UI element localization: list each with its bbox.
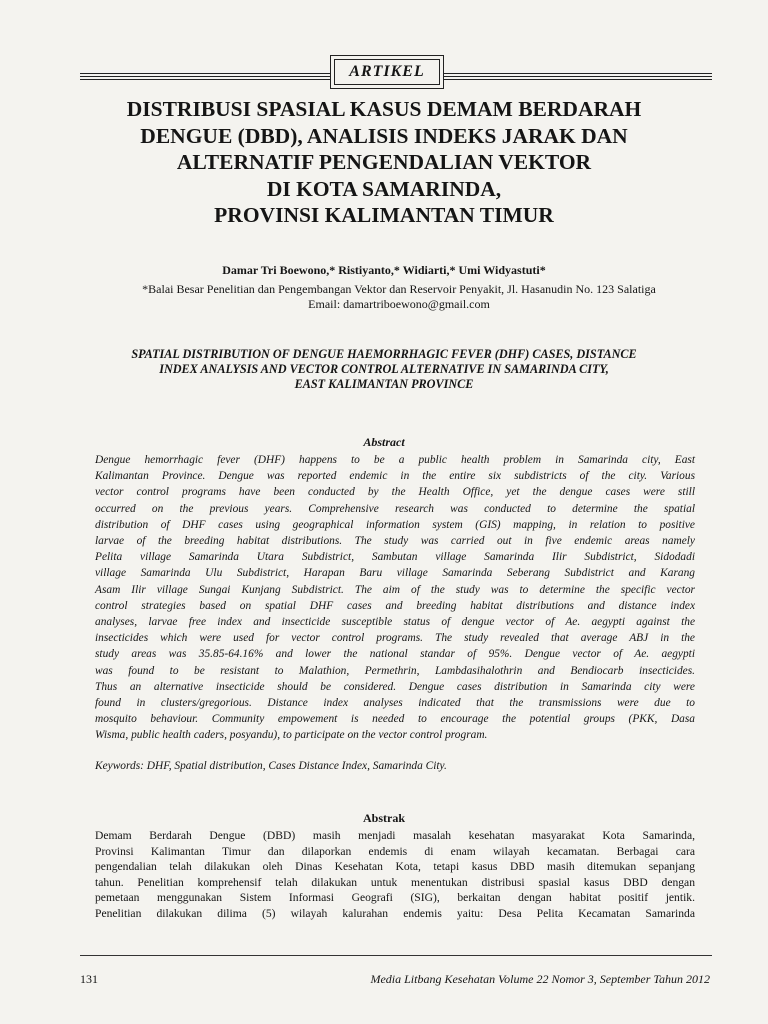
title-line: DISTRIBUSI SPASIAL KASUS DEMAM BERDARAH: [126, 97, 642, 121]
title-line: ALTERNATIF PENGENDALIAN VEKTOR: [176, 150, 592, 174]
abstract-line: Kalimantan Province. Dengue was reported endemic in the entire six subdistricts of the city. Various: [95, 470, 695, 483]
article-title: [90, 96, 678, 229]
keywords: Keywords: DHF, Spatial distribution, Cases Distance Index, Samarinda City.: [95, 760, 447, 772]
abstrak-line: Provinsi Kalimantan Timur dan dilaporkan endemis di enam wilayah kecamatan. Berbagai cara: [95, 844, 695, 858]
abstrak-line: Penelitian dilakukan dilima (5) wilayah kalurahan endemis yaitu: Desa Pelita Kecamatan Samarinda: [95, 906, 695, 920]
affiliation: *Balai Besar Penelitian dan Pengembangan Vektor dan Reservoir Penyakit, Jl. Hasanudin No. 123 Salatiga: [142, 282, 656, 296]
page-number: 131: [80, 972, 98, 986]
section-label: ARTIKEL: [349, 63, 425, 80]
english-title: [80, 347, 688, 392]
abstract-body: [95, 452, 695, 744]
abstract-line: Asam Ilir village Sungai Kunjang Subdistrict. The aim of the study was to determine the specific vector: [95, 583, 695, 596]
abstract-line: larvae of the breeding habitat distributions. The study was carried out in five endemic areas namely: [95, 535, 695, 548]
email: Email: damartriboewono@gmail.com: [308, 297, 490, 311]
abstrak-line: pengendalian telah dilakukan oleh Dinas Kesehatan Kota, tetapi kasus DBD masih ditemukan sepanjang: [95, 860, 695, 874]
abstrak-body: [95, 828, 695, 922]
abstract-line: village Samarinda Ulu Subdistrict, Harapan Baru village Samarinda Seberang Subdistrict and Karang: [95, 567, 695, 580]
abstract-line: analyses, larvae free index and insecticide susceptible status of dengue vector of Ae. aegypti against the: [95, 616, 695, 629]
abstrak-heading: Abstrak: [362, 811, 405, 825]
abstract-line: mosquito behaviour. Community empowement is needed to encourage the potential groups (PKK, Dasa: [95, 713, 695, 726]
abstract-line: insecticides which were used for vector control programs. The study revealed that average ABJ in the: [95, 632, 695, 645]
abstract-line: was found to be resistant to Malathion, Permethrin, Lambdasihalothrin and Bendiocarb insecticides.: [95, 664, 695, 677]
abstract-line: Pelita village Samarinda Utara Subdistrict, Sambutan village Samarinda Ilir Subdistrict, Sidodadi: [95, 551, 695, 564]
abstract-line: Thus an alternative insecticide should be considered. Dengue cases distribution in Samarinda city were: [95, 680, 695, 693]
abstract-line: control strategies based on spatial DHF cases and breeding habitat distributions and distance index: [95, 599, 695, 612]
english-title-line: INDEX ANALYSIS AND VECTOR CONTROL ALTERNATIVE IN SAMARINDA CITY,: [159, 362, 609, 376]
abstract-line: found in clusters/gregorious. Distance index analyses indicated that the transmissions were due to: [95, 697, 695, 710]
abstrak-line: pemetaan menggunakan Sistem Informasi Geografi (SIG), berkaitan dengan habitat positif jentik.: [95, 891, 695, 905]
abstract-line: distribution of DHF cases using geographical information system (GIS) mapping, in relation to positive: [95, 518, 695, 531]
title-line: DENGUE (DBD), ANALISIS INDEKS JARAK DAN: [140, 123, 628, 148]
english-title-line: SPATIAL DISTRIBUTION OF DENGUE HAEMORRHAGIC FEVER (DHF) CASES, DISTANCE: [131, 347, 637, 361]
abstract-line: Wisma, public health caders, posyandu), to participate on the vector control program.: [95, 729, 488, 742]
affiliation-block: [60, 282, 738, 312]
section-label-box: [330, 55, 444, 89]
abstract-line: Dengue hemorrhagic fever (DHF) happens to be a public health problem in Samarinda city, East: [95, 454, 695, 466]
title-line: DI KOTA SAMARINDA,: [266, 176, 502, 201]
journal-info: Media Litbang Kesehatan Volume 22 Nomor 3, September Tahun 2012: [370, 972, 710, 986]
authors: Damar Tri Boewono,* Ristiyanto,* Widiarti,* Umi Widyastuti*: [222, 263, 546, 277]
abstrak-line: tahun. Penelitian komprehensif telah dilakukan untuk menentukan distribusi spasial kasus DBD dengan: [95, 875, 695, 889]
english-title-line: EAST KALIMANTAN PROVINCE: [294, 377, 474, 391]
abstrak-line: Demam Berdarah Dengue (DBD) masih menjadi masalah kesehatan masyarakat Kota Samarinda,: [95, 829, 695, 842]
footer-rule: [80, 955, 712, 956]
abstract-heading: Abstract: [363, 435, 405, 449]
abstract-line: occurred on the previous years. Comprehensive research was conducted to determine the spatial: [95, 502, 695, 515]
abstract-line: study areas was 35.85-64.16% and lower the national standar of 95%. Dengue vector of Ae. aegypti: [95, 648, 695, 661]
abstract-line: vector control programs have been conducted by the Health Office, yet the dengue cases were still: [95, 486, 695, 499]
title-line: PROVINSI KALIMANTAN TIMUR: [214, 203, 554, 227]
